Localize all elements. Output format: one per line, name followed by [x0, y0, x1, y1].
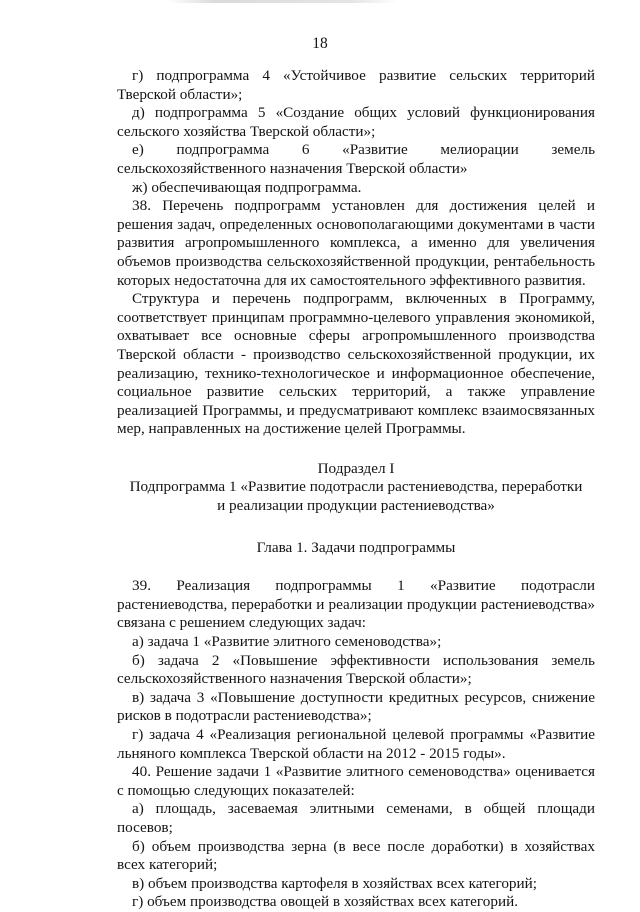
section-label: Подраздел I — [317, 459, 395, 477]
indicator-c-item: в) объем производства картофеля в хозяйствах всех категорий; — [132, 874, 538, 892]
task-3-item: в) задача 3 «Повышение доступности кредитных ресурсов, снижение рисков в подотрасли растениеводства»; — [117, 688, 595, 725]
section-heading — [117, 460, 595, 557]
scan-artifact — [168, 0, 398, 3]
section-title-line-1: Подпрограмма 1 «Развитие подотрасли растениеводства, переработки — [129, 478, 583, 496]
chapter-title: Глава 1. Задачи подпрограммы — [256, 538, 456, 556]
document-body — [117, 67, 595, 912]
paragraph-40: 40. Решение задачи 1 «Развитие элитного семеноводства» оценивается с помощью следующих показателей: — [117, 763, 595, 799]
indicator-d-item: г) объем производства овощей в хозяйствах всех категорий. — [132, 893, 518, 911]
task-2-item: б) задача 2 «Повышение эффективности использования земель сельскохозяйственного назначения Тверской области»; — [117, 651, 595, 688]
paragraph-38: 38. Перечень подпрограмм установлен для достижения целей и решения задач, определенных основополагающими документами в части развития агропромышленного комплекса, а именно для увеличения объемов производства сельскохозяйственной продукции, рентабельность которых недостаточна для их самостоятельного эффективного развития. — [117, 197, 595, 289]
page-number: 18 — [312, 35, 328, 52]
paragraph-subprogram-6: е) подпрограмма 6 «Развитие мелиорации земель сельскохозяйственного назначения Тверской области» — [117, 141, 595, 177]
paragraph-structure: Структура и перечень подпрограмм, включенных в Программу, соответствует принципам программно-целевого управления экономикой, охватывает все основные сферы агропромышленного производства Тверской области - производство сельскохозяйственной продукции, их реализацию, технико-технологическое и информационное обеспечение, социальное развитие сельских территорий, а также управление реализацией Программы, и предусматривают комплекс взаимосвязанных мер, направленных на достижение целей Программы. — [117, 290, 595, 438]
indicator-a-item: а) площадь, засеваемая элитными семенами, в общей площади посевов; — [117, 800, 595, 836]
paragraph-supporting-subprogram: ж) обеспечивающая подпрограмма. — [132, 178, 362, 196]
paragraph-subprogram-4: г) подпрограмма 4 «Устойчивое развитие сельских территорий Тверской области»; — [117, 67, 595, 103]
task-1-item: а) задача 1 «Развитие элитного семеноводства»; — [132, 633, 442, 651]
paragraph-39: 39. Реализация подпрограммы 1 «Развитие подотрасли растениеводства, переработки и реализации продукции растениеводства» связана с решением следующих задач: — [117, 577, 595, 632]
paragraph-subprogram-5: д) подпрограмма 5 «Создание общих условий функционирования сельского хозяйства Тверской области»; — [117, 104, 595, 140]
section-title-line-2: и реализации продукции растениеводства» — [217, 497, 495, 515]
task-4-item: г) задача 4 «Реализация региональной целевой программы «Развитие льняного комплекса Тверской области на 2012 - 2015 годы». — [117, 726, 595, 762]
indicator-b-item: б) объем производства зерна (в весе после доработки) в хозяйствах всех категорий; — [117, 837, 595, 874]
